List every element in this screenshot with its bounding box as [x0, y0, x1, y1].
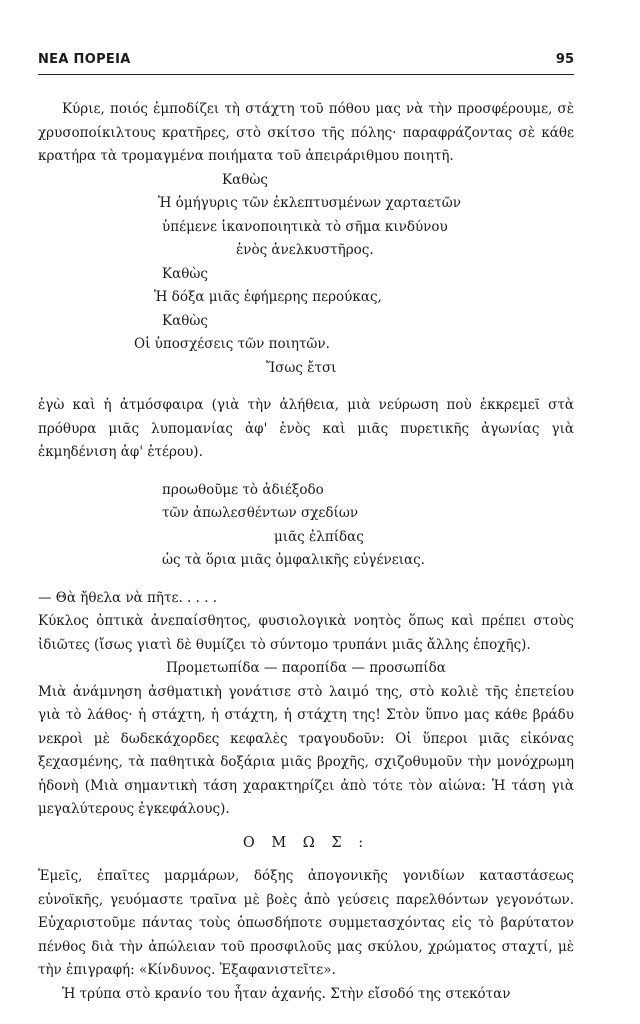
verse-line: Ἡ δόξα μιᾶς ἐφήμερης περούκας,	[154, 289, 382, 305]
page-body	[38, 98, 574, 1006]
subheading-line: Προμετωπίδα — παροπίδα — προσωπίδα	[166, 660, 446, 676]
verse-line: προωθοῦμε τὸ ἀδιέξοδο	[162, 481, 324, 498]
verse-line: ὑπέμενε ἱκανοποιητικὰ τὸ σῆμα κινδύνου	[162, 218, 448, 235]
verse-line: μιᾶς ἐλπίδας	[274, 528, 364, 545]
paragraph-4: Μιὰ ἀνάμνηση ἀσθματικὴ γονάτισε στὸ λαιμό της, στὸ κολιὲ τῆς ἐπετείου γιὰ τὸ λάθος· ἡ στάχτη, ἡ στάχτη, ἡ στάχτη της! Στὸν ὕπνο μας κάθε βράδυ νεκροὶ μὲ δωδεκάχορδες κεφαλὲς τραγουδοῦν: Οἱ ὕπεροι μιᾶς εἰκόνας ξεχασμένης, τὰ παθητικὰ δοξάρια μιᾶς βροχῆς, σχιζοθυμοῦν τὴν μονόχρωμη ἡδονὴ (Μιὰ σημαντικὴ τάση χαρακτηρίζει ἀπὸ τότε τὸν αἰώνα: Ἡ τάση γιὰ μεγαλύτερους ἐγκεφάλους).	[38, 683, 574, 817]
paragraph-3: Κύκλος ὀπτικὰ ἀνεπαίσθητος, φυσιολογικὰ νοητὸς ὅπως καὶ πρέπει στοὺς ἰδιῶτες (ἴσως γιατὶ δὲ θυμίζει τὸ σύντομο τρυπάνι μιᾶς ἄλλης ἐποχῆς).	[38, 613, 574, 653]
journal-title: ΝΕΑ ΠΟΡΕΙΑ	[38, 52, 131, 67]
verse-line: Ἴσως ἔτσι	[266, 359, 337, 376]
verse-line: Ἡ ὁμήγυρις τῶν ἐκλεπτυσμένων χαρταετῶν	[158, 195, 461, 211]
verse-line: Καθὼς	[162, 312, 208, 329]
page-number: 95	[555, 52, 574, 67]
paragraph-2: ἐγὼ καὶ ἡ ἀτμόσφαιρα (γιὰ τὴν ἀλήθεια, μιὰ νεύρωση ποὺ ἐκκρεμεῖ στὰ πρόθυρα μιᾶς λυπομανίας ἀφ' ἑνὸς καὶ μιᾶς πυρετικῆς ἀγωνίας γιὰ ἐκμηδένιση ἀφ' ἑτέρου).	[38, 397, 574, 460]
verse-line: Οἱ ὑποσχέσεις τῶν ποιητῶν.	[134, 336, 330, 352]
paragraph-6: Ἡ τρύπα στὸ κρανίο του ἦταν ἀχανής. Στὴν εἴσοδό της στεκόταν	[62, 985, 511, 1002]
verse-line: ἑνὸς ἀνελκυστῆρος.	[236, 242, 374, 258]
dialogue-line: — Θὰ ἤθελα νὰ πῆτε. . . . .	[38, 589, 218, 606]
paragraph-1: Κύριε, ποιός ἐμποδίζει τὴ στάχτη τοῦ πόθου μας νὰ τὴν προσφέρουμε, σὲ χρυσοποίκιλτους κρατῆρες, στὸ σκίτσο τῆς πόλης· παραφράζοντας σὲ κάθε κρατήρα τὰ τρομαγμένα ποιήματα τοῦ ἀπειράριθμου ποιητῆ.	[38, 101, 574, 164]
running-header	[38, 52, 574, 75]
verse-line: τῶν ἀπωλεσθέντων σχεδίων	[162, 505, 359, 521]
verse-line: Καθὼς	[162, 265, 208, 282]
verse-line: ὡς τὰ ὅρια μιᾶς ὀμφαλικῆς εὐγένειας.	[162, 552, 425, 568]
paragraph-5: Ἐμεῖς, ἐπαῖτες μαρμάρων, δόξης ἀπογονικῆς γονιδίων καταστάσεως εὐνοϊκῆς, γευόμαστε τραῖνα μὲ βοὲς ἀπὸ γεύσεις παρελθόντων γεγονότων. Εὐχαριστοῦμε πάντας τοὺς ὁπωσδήποτε συμμετασχόντας εἰς τὸ βαρύτατον πένθος διὰ τὴν ἀπώλειαν τοῦ προσφιλοῦς μας σκύλου, χρώματος σταχτί, μὲ τὴν ἐπιγραφή: «Κίνδυνος. Ἐξαφανιστεῖτε».	[38, 868, 574, 978]
section-heading: Ο Μ Ω Σ :	[242, 834, 370, 851]
verse-line: Καθὼς	[222, 171, 268, 188]
